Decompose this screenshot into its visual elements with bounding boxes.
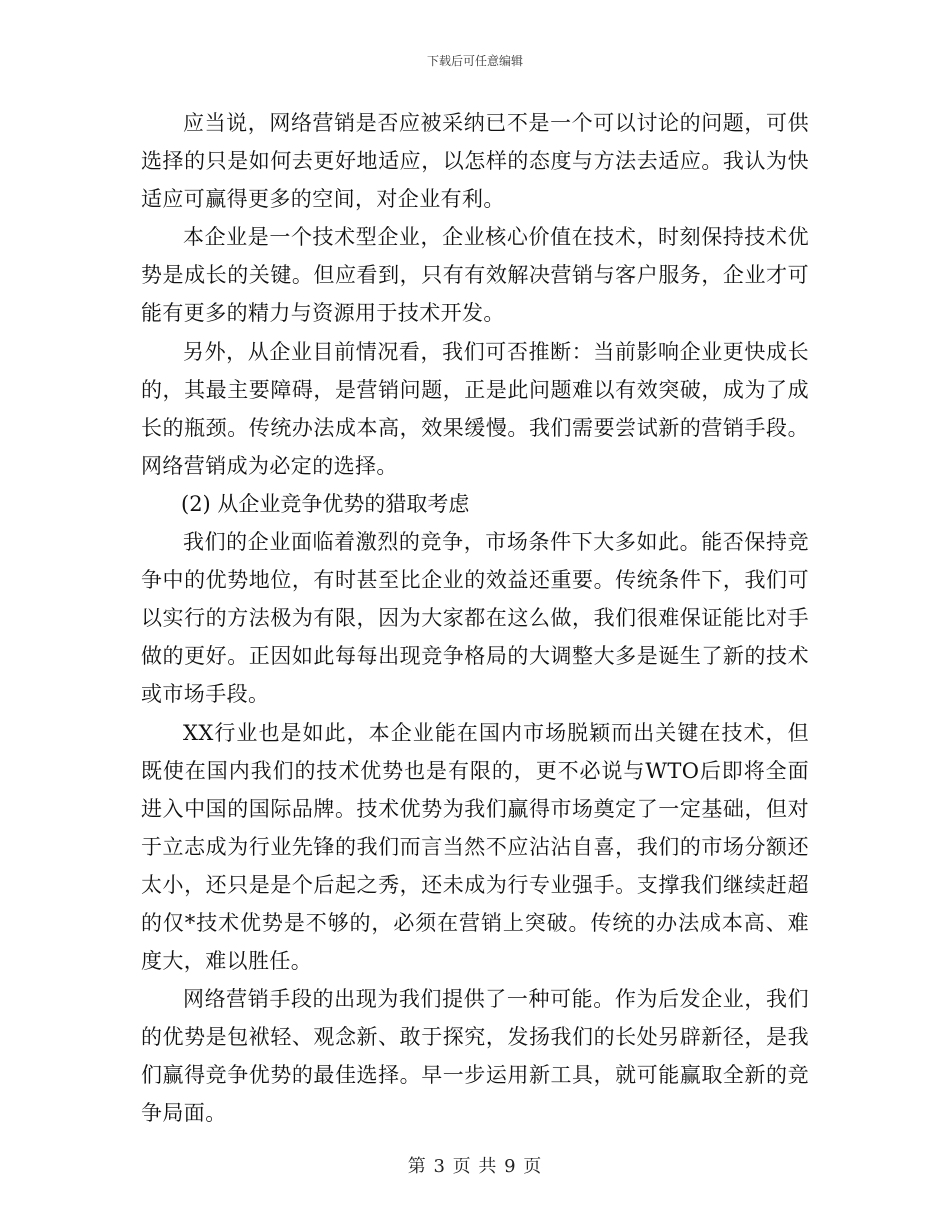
paragraph-network-marketing-opportunity: 网络营销手段的出现为我们提供了一种可能。作为后发企业，我们的优势是包袱轻、观念新、敢于探究，发扬我们的长处另辟新径，是我们赢得竞争优势的最佳选择。早一步运用新工具，就可能赢取全新的竞争局面。 bbox=[141, 987, 809, 1126]
paragraph-adaptation: 应当说，网络营销是否应被采纳已不是一个可以讨论的问题，可供选择的只是如何去更好地适应，以怎样的态度与方法去适应。我认为快适应可赢得更多的空间，对企业有利。 bbox=[141, 111, 809, 212]
section-heading-competitive-advantage: (2) 从企业竞争优势的猎取考虑 bbox=[181, 491, 470, 516]
paragraph-marketing-bottleneck: 另外，从企业目前情况看，我们可否推断：当前影响企业更快成长的，其最主要障碍，是营销问题，正是此问题难以有效突破，成为了成长的瓶颈。传统办法成本高，效果缓慢。我们需要尝试新的营销手段。网络营销成为必定的选择。 bbox=[141, 339, 809, 478]
paragraph-tech-enterprise: 本企业是一个技术型企业，企业核心价值在技术，时刻保持技术优势是成长的关键。但应看到，只有有效解决营销与客户服务，企业才可能有更多的精力与资源用于技术开发。 bbox=[141, 225, 809, 326]
paragraph-competition: 我们的企业面临着激烈的竞争，市场条件下大多如此。能否保持竞争中的优势地位，有时甚至比企业的效益还重要。传统条件下，我们可以实行的方法极为有限，因为大家都在这么做，我们很难保证能比对手做的更好。正因如此每每出现竞争格局的大调整大多是诞生了新的技术或市场手段。 bbox=[141, 530, 809, 707]
page-header: 下载后可任意编辑 bbox=[426, 54, 523, 68]
paragraph-industry: XX行业也是如此，本企业能在国内市场脱颖而出关键在技术，但既使在国内我们的技术优势也是有限的，更不必说与WTO后即将全面进入中国的国际品牌。技术优势为我们赢得市场奠定了一定基础，但对于立志成为行业先锋的我们而言当然不应沾沾自喜，我们的市场分额还太小，还只是是个后起之秀，还未成为行专业强手。支撑我们继续赶超的仅*技术优势是不够的，必须在营销上突破。传统的办法成本高、难度大，难以胜任。 bbox=[141, 720, 809, 974]
page-number-footer: 第 3 页 共 9 页 bbox=[407, 1156, 543, 1177]
document-body bbox=[141, 104, 809, 1133]
